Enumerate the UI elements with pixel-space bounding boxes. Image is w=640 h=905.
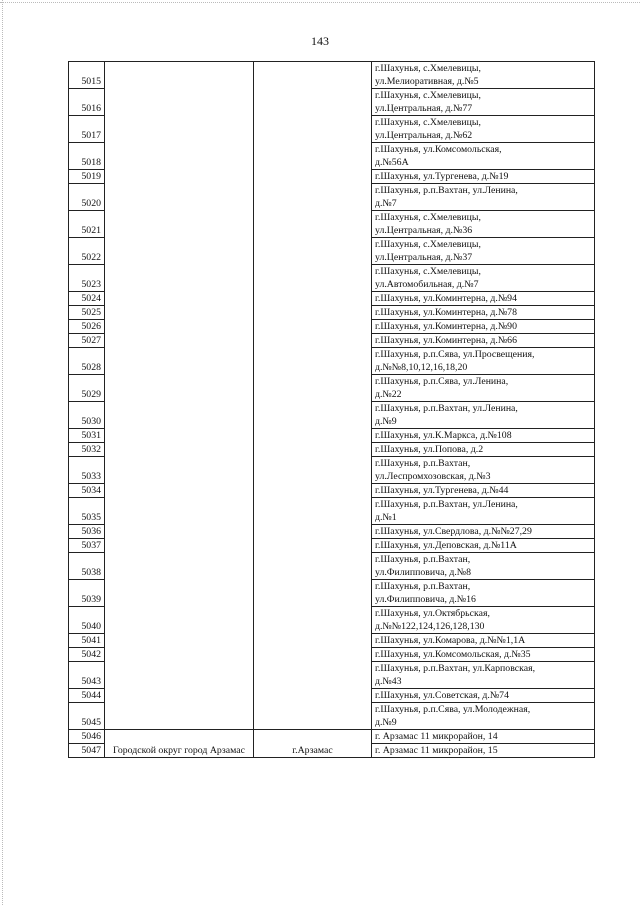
table-body [69,62,595,758]
address-line: г.Шахунья, р.п.Вахтан, ул.Ленина, [375,403,518,414]
address-cell [372,265,595,292]
address-cell [372,498,595,525]
address-line: г.Шахунья, р.п.Сява, ул.Молодежная, [375,704,531,715]
address-cell [372,689,595,703]
address-line: ул.Центральная, д.№36 [375,225,473,236]
row-number: 5033 [69,457,105,484]
address-cell [372,348,595,375]
address-line: г.Шахунья, ул.Коминтерна, д.№66 [375,335,517,346]
address-line: г.Шахунья, р.п.Вахтан, ул.Ленина, [375,499,518,510]
page-number: 143 [311,34,329,48]
row-number: 5028 [69,348,105,375]
address-cell [372,375,595,402]
address-cell [372,703,595,730]
row-number: 5018 [69,143,105,170]
address-line: ул.Центральная, д.№62 [375,130,473,141]
row-number: 5038 [69,553,105,580]
row-number: 5027 [69,334,105,348]
address-cell [372,634,595,648]
table-row [69,62,595,89]
address-line: г.Шахунья, р.п.Вахтан, [375,554,471,565]
address-line: г.Шахунья, р.п.Сява, ул.Ленина, [375,376,509,387]
address-line: д.№9 [375,717,397,728]
address-cell [372,648,595,662]
address-cell [372,116,595,143]
row-number: 5031 [69,429,105,443]
address-line: г.Шахунья, ул.Комсомольская, [375,144,502,155]
address-cell [372,170,595,184]
address-cell: г. Арзамас 11 микрорайон, 14 [372,730,595,744]
row-number: 5020 [69,184,105,211]
address-cell [372,89,595,116]
address-line: г.Шахунья, р.п.Вахтан, ул.Карповская, [375,663,536,674]
row-number: 5043 [69,662,105,689]
address-line: ул.Леспромхозовская, д.№3 [375,471,491,482]
row-number: 5023 [69,265,105,292]
row-number: 5045 [69,703,105,730]
address-line: ул.Центральная, д.№77 [375,103,473,114]
address-line: г.Шахунья, ул.К.Маркса, д.№108 [375,430,512,441]
address-line: г.Шахунья, ул.Коминтерна, д.№78 [375,307,517,318]
row-number: 5037 [69,539,105,553]
address-line: г.Шахунья, с.Хмелевицы, [375,239,481,250]
table-row-arzamas-1 [69,730,595,744]
address-line: д.№43 [375,676,402,687]
address-line: д.№№8,10,12,16,18,20 [375,362,468,373]
address-cell [372,292,595,306]
address-line: г.Шахунья, ул.Коминтерна, д.№90 [375,321,517,332]
row-number: 5039 [69,580,105,607]
address-line: д.№№122,124,126,128,130 [375,621,485,632]
address-line: ул.Центральная, д.№37 [375,252,473,263]
address-line: г.Шахунья, ул.Тургенева, д.№19 [375,171,509,182]
address-cell [372,484,595,498]
address-cell [372,553,595,580]
address-line: г.Шахунья, р.п.Сява, ул.Просвещения, [375,349,535,360]
address-line: д.№7 [375,198,397,209]
row-number: 5041 [69,634,105,648]
municipality-cell: Городской округ город Арзамас [105,730,254,758]
address-line: ул.Автомобильная, д.№7 [375,279,479,290]
address-cell [372,429,595,443]
address-cell [372,143,595,170]
address-line: г.Шахунья, ул.Комсомольская, д.№35 [375,649,531,660]
address-cell [372,334,595,348]
address-line: д.№9 [375,416,397,427]
scan-edge-top [0,2,640,3]
address-line: д.№1 [375,512,397,523]
address-line: г.Шахунья, ул.Деповская, д.№11А [375,540,517,551]
address-registry-table [68,61,595,758]
address-cell [372,443,595,457]
address-cell [372,211,595,238]
row-number: 5021 [69,211,105,238]
address-line: г.Шахунья, ул.Октябрьская, [375,608,490,619]
address-line: г.Шахунья, р.п.Вахтан, ул.Ленина, [375,185,518,196]
address-cell [372,306,595,320]
address-line: ул.Мелиоративная, д.№5 [375,76,479,87]
locality-cell: г.Арзамас [254,730,372,758]
row-number: 5046 [69,730,105,744]
row-number: 5036 [69,525,105,539]
address-line: г.Шахунья, ул.Попова, д.2 [375,444,484,455]
address-line: г.Шахунья, ул.Комарова, д.№№1,1А [375,635,526,646]
row-number: 5047 [69,744,105,758]
row-number: 5044 [69,689,105,703]
row-number: 5034 [69,484,105,498]
address-line: г.Шахунья, ул.Тургенева, д.№44 [375,485,509,496]
row-number: 5016 [69,89,105,116]
address-cell [372,580,595,607]
row-number: 5024 [69,292,105,306]
address-line: г.Шахунья, с.Хмелевицы, [375,90,481,101]
address-line: д.№22 [375,389,402,400]
row-number: 5025 [69,306,105,320]
address-cell [372,184,595,211]
address-cell [372,539,595,553]
address-line: ул.Филипповича, д.№16 [375,594,476,605]
address-cell [372,607,595,634]
scan-edge-left [2,0,3,905]
row-number: 5032 [69,443,105,457]
address-cell [372,525,595,539]
address-line: г.Шахунья, ул.Советская, д.№74 [375,690,509,701]
address-line: г.Шахунья, с.Хмелевицы, [375,117,481,128]
address-line: д.№56А [375,157,409,168]
row-number: 5022 [69,238,105,265]
row-number: 5029 [69,375,105,402]
address-cell [372,62,595,89]
row-number: 5026 [69,320,105,334]
address-cell [372,457,595,484]
address-line: г.Шахунья, с.Хмелевицы, [375,63,481,74]
address-cell [372,402,595,429]
address-cell [372,238,595,265]
row-number: 5015 [69,62,105,89]
address-line: г.Шахунья, ул.Коминтерна, д.№94 [375,293,517,304]
municipality-cell-empty [105,62,254,730]
address-line: г.Шахунья, с.Хмелевицы, [375,266,481,277]
address-line: ул.Филипповича, д.№8 [375,567,472,578]
address-cell: г. Арзамас 11 микрорайон, 15 [372,744,595,758]
row-number: 5035 [69,498,105,525]
address-line: г.Шахунья, р.п.Вахтан, [375,581,471,592]
row-number: 5017 [69,116,105,143]
row-number: 5040 [69,607,105,634]
address-cell [372,320,595,334]
address-cell [372,662,595,689]
row-number: 5042 [69,648,105,662]
address-line: г.Шахунья, ул.Свердлова, д.№№27,29 [375,526,532,537]
address-line: г.Шахунья, р.п.Вахтан, [375,458,471,469]
locality-cell-empty [254,62,372,730]
address-line: г.Шахунья, с.Хмелевицы, [375,212,481,223]
row-number: 5019 [69,170,105,184]
row-number: 5030 [69,402,105,429]
